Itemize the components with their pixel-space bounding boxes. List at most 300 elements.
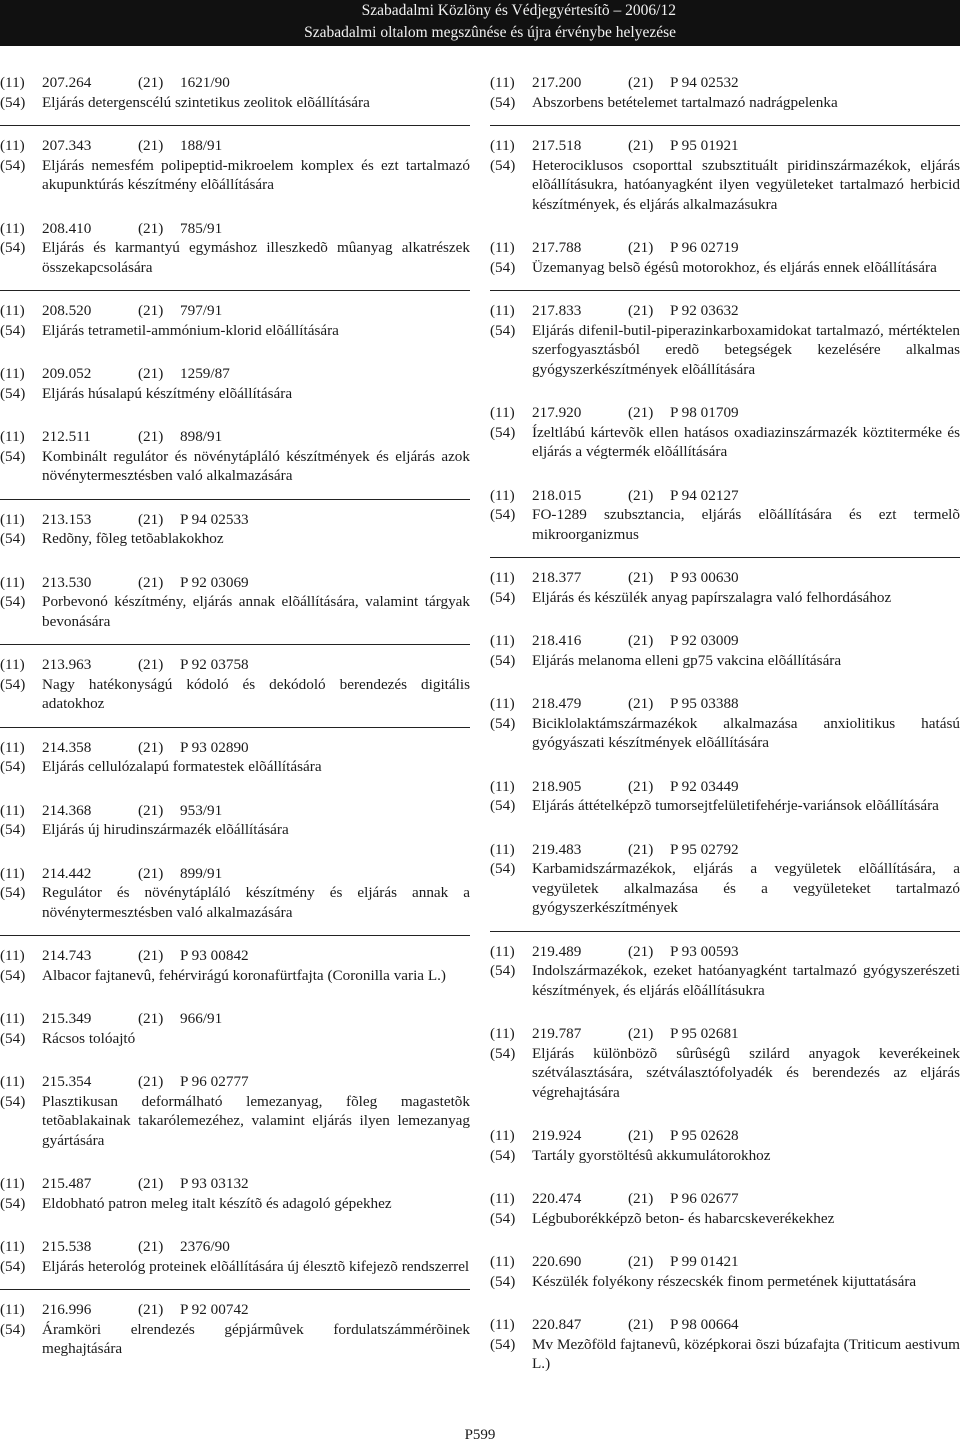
entry-header-row [490, 1189, 960, 1209]
patent-number: 214.368 [42, 801, 92, 819]
patent-number: 220.690 [532, 1253, 582, 1270]
patent-entry [0, 573, 470, 646]
application-number: P 94 02127 [670, 486, 739, 504]
patent-number: 219.483 [532, 840, 582, 858]
patent-number: 215.538 [42, 1238, 92, 1255]
patent-number: 213.153 [42, 510, 92, 528]
patent-number-code: (11) [490, 1190, 515, 1207]
entry-title-row [490, 1335, 960, 1374]
patent-number: 208.410 [42, 219, 92, 237]
patent-number-code: (11) [0, 302, 25, 319]
application-number: P 92 03449 [670, 777, 739, 795]
title-code: (54) [0, 966, 26, 984]
application-number-code: (21) [138, 573, 164, 591]
application-number-code: (21) [628, 1253, 654, 1270]
patent-number-code: (11) [0, 801, 25, 819]
patent-entry [0, 427, 470, 500]
application-number-code: (21) [628, 486, 654, 504]
patent-number-code: (11) [0, 573, 25, 591]
application-number: P 92 03069 [180, 573, 249, 591]
entry-title-row [490, 859, 960, 918]
patent-number: 217.200 [532, 74, 582, 91]
application-number: 966/91 [180, 1010, 223, 1027]
application-number: 797/91 [180, 302, 223, 319]
title-code: (54) [0, 821, 26, 838]
application-number: P 98 00664 [670, 1316, 739, 1333]
patent-number-code: (11) [490, 695, 515, 712]
patent-title: Heterociklusos csoporttal szubsztituált piridinszármazékok, eljárás elõállításukra, hatóanyagként ilyen vegyületeket tartalmazó herbicid készítmények, és eljárás alkalmazásukra [532, 156, 960, 213]
title-code: (54) [0, 593, 26, 610]
entry-title-row [490, 714, 960, 753]
application-number-code: (21) [628, 74, 654, 91]
patent-entry [490, 73, 960, 126]
patent-title: Légbuborékképzõ beton- és habarcskeverékekhez [532, 1209, 835, 1227]
application-number-code: (21) [138, 1175, 164, 1192]
patent-entry [490, 568, 960, 621]
entry-title-row [0, 156, 470, 195]
patent-number: 208.520 [42, 302, 92, 319]
patent-title: Eljárás difenil-butil-piperazinkarboxamidokat tartalmazó, mértéktelen szerfogyasztásból eredõ betegségek kezelésére alkalmas gyógyszerkészítmények elõállítására [532, 321, 960, 378]
entry-title-row [490, 423, 960, 462]
title-code: (54) [490, 1335, 516, 1353]
application-number: P 93 00593 [670, 942, 739, 960]
section-title: Szabadalmi oltalom megszûnése és újra érvénybe helyezése [304, 24, 676, 41]
entry-header-row [490, 1024, 960, 1044]
entry-header-row [490, 136, 960, 156]
patent-number-code: (11) [490, 1127, 515, 1144]
patent-entry [0, 73, 470, 126]
entry-header-row [490, 1315, 960, 1335]
patent-title: Abszorbens betételemet tartalmazó nadrágpelenka [532, 93, 838, 111]
patent-title: Eljárás nemesfém polipeptid-mikroelem komplex és ezt tartalmazó akupunktúrás készítmény elõállítására [42, 156, 470, 193]
patent-title: Biciklolaktámszármazékok alkalmazása anxiolitikus hatású gyógyászati készítmények elõállítására [532, 714, 960, 751]
application-number: P 94 02533 [180, 510, 249, 528]
right-column [490, 73, 960, 1398]
patent-number: 207.264 [42, 74, 92, 91]
entry-header-row [0, 1300, 470, 1320]
entry-header-row [0, 301, 470, 321]
patent-title: Eljárás heterológ proteinek elõállítására új élesztõ kifejezõ rendszerrel [42, 1257, 470, 1275]
entry-title-row [0, 757, 470, 777]
patent-entry [490, 486, 960, 559]
journal-title: Szabadalmi Közlöny és Védjegyértesítõ – 2006/12 [361, 2, 676, 19]
patent-number-code: (11) [490, 840, 515, 858]
patent-number-code: (11) [0, 656, 25, 673]
application-number-code: (21) [628, 632, 654, 649]
patent-entry [490, 1315, 960, 1388]
application-number-code: (21) [628, 840, 654, 858]
application-number: P 95 02681 [670, 1025, 739, 1042]
patent-entry [490, 403, 960, 476]
title-code: (54) [490, 423, 516, 441]
title-code: (54) [490, 156, 516, 174]
application-number: 898/91 [180, 428, 223, 445]
patent-number: 213.963 [42, 656, 92, 673]
title-code: (54) [0, 384, 26, 402]
title-code: (54) [490, 651, 516, 669]
patent-number: 218.905 [532, 777, 582, 795]
patent-entry [0, 1237, 470, 1290]
patent-entry [490, 301, 960, 393]
patent-entry [490, 1189, 960, 1242]
entry-title-row [490, 588, 960, 608]
patent-number: 216.996 [42, 1301, 92, 1318]
application-number-code: (21) [628, 137, 654, 154]
title-code: (54) [490, 588, 516, 606]
title-code: (54) [0, 1029, 26, 1047]
patent-title: Plasztikusan deformálható lemezanyag, fõleg magastetõk tetõablakainak takarólemezéhez, valamint eljárás ilyen lemezanyag gyártására [42, 1092, 470, 1149]
entry-header-row [0, 510, 470, 530]
patent-number-code: (11) [0, 1175, 25, 1192]
entry-header-row [490, 301, 960, 321]
title-code: (54) [490, 258, 516, 276]
title-code: (54) [490, 860, 516, 877]
patent-number-code: (11) [490, 1253, 515, 1270]
application-number: P 98 01709 [670, 404, 739, 421]
entry-header-row [490, 238, 960, 258]
patent-entry [0, 364, 470, 417]
patent-entry [0, 1009, 470, 1062]
entry-header-row [490, 73, 960, 93]
application-number: P 95 03388 [670, 695, 739, 712]
application-number-code: (21) [628, 239, 654, 256]
patent-entry [0, 1174, 470, 1227]
entry-header-row [0, 738, 470, 758]
patent-number-code: (11) [490, 1025, 515, 1042]
title-code: (54) [490, 506, 516, 523]
entry-header-row [0, 946, 470, 966]
title-code: (54) [0, 1257, 26, 1275]
patent-title: Indolszármazékok, ezeket hatóanyagként tartalmazó gyógyszerészeti készítmények, és eljárás elõállításukra [532, 962, 960, 999]
entry-header-row [0, 219, 470, 239]
title-code: (54) [0, 758, 26, 775]
patent-number-code: (11) [0, 219, 25, 237]
patent-number-code: (11) [490, 569, 515, 586]
entry-title-row [0, 447, 470, 486]
application-number-code: (21) [138, 74, 164, 91]
patent-title: Eldobható patron meleg italt készítõ és adagoló gépekhez [42, 1194, 392, 1212]
entry-header-row [490, 568, 960, 588]
entry-title-row [0, 1092, 470, 1151]
patent-number: 214.358 [42, 738, 92, 756]
entry-header-row [0, 864, 470, 884]
entry-title-row [490, 505, 960, 544]
title-code: (54) [0, 447, 26, 465]
patent-title: Eljárás húsalapú készítmény elõállítására [42, 384, 293, 402]
patent-number: 218.377 [532, 569, 582, 586]
application-number: P 96 02777 [180, 1073, 249, 1090]
patent-number: 220.474 [532, 1190, 582, 1207]
application-number-code: (21) [628, 569, 654, 586]
application-number: P 96 02719 [670, 239, 739, 256]
entry-title-row [0, 321, 470, 341]
entry-title-row [490, 321, 960, 380]
application-number: 1621/90 [180, 74, 230, 91]
patent-title: Áramköri elrendezés gépjármûvek fordulatszámmérõinek meghajtására [42, 1320, 470, 1357]
entry-header-row [490, 403, 960, 423]
patent-number: 219.489 [532, 942, 582, 960]
patent-entry [0, 1300, 470, 1373]
entry-header-row [0, 73, 470, 93]
entry-title-row [490, 156, 960, 215]
title-code: (54) [490, 93, 516, 111]
entry-title-row [0, 93, 470, 113]
entry-header-row [0, 1174, 470, 1194]
application-number-code: (21) [138, 656, 164, 673]
title-code: (54) [490, 1272, 516, 1290]
title-code: (54) [0, 675, 26, 693]
patent-number: 207.343 [42, 137, 92, 154]
entry-title-row [0, 883, 470, 922]
patent-title: Kombinált regulátor és növénytápláló készítmények és eljárás azok növénytermesztésben való alkalmazására [42, 447, 470, 484]
entry-title-row [0, 820, 470, 840]
patent-number-code: (11) [0, 1301, 25, 1318]
patent-entry [490, 238, 960, 291]
application-number: 188/91 [180, 137, 223, 154]
patent-entry [0, 136, 470, 209]
application-number: P 92 03758 [180, 656, 249, 673]
patent-number: 213.530 [42, 573, 92, 591]
patent-title: Rácsos tolóajtó [42, 1029, 136, 1047]
patent-number-code: (11) [0, 947, 25, 964]
entry-header-row [0, 364, 470, 384]
patent-number: 217.920 [532, 404, 582, 421]
patent-entry [490, 136, 960, 228]
title-code: (54) [490, 321, 516, 339]
patent-title: Karbamidszármazékok, eljárás a vegyületek elõállítására, a vegyületek alkalmazása és a vegyületeket tartalmazó gyógyszerkészítmények [532, 860, 960, 916]
application-number: P 92 03009 [670, 632, 739, 649]
entry-title-row [490, 1044, 960, 1103]
application-number-code: (21) [628, 404, 654, 421]
title-code: (54) [490, 1209, 516, 1227]
patent-entry [490, 777, 960, 830]
application-number-code: (21) [628, 942, 654, 960]
journal-header [0, 0, 960, 46]
patent-number-code: (11) [0, 1238, 25, 1255]
application-number: P 95 02792 [670, 840, 739, 858]
patent-number: 220.847 [532, 1316, 582, 1333]
patent-number: 218.015 [532, 486, 582, 504]
application-number: P 93 00842 [180, 947, 249, 964]
patent-number-code: (11) [490, 239, 515, 256]
application-number-code: (21) [628, 695, 654, 712]
application-number: 785/91 [180, 219, 223, 237]
entry-title-row [0, 1194, 470, 1214]
patent-entry [0, 864, 470, 937]
entry-header-row [490, 694, 960, 714]
patent-number: 209.052 [42, 365, 92, 382]
application-number-code: (21) [138, 1238, 164, 1255]
patent-entry [0, 738, 470, 791]
patent-number-code: (11) [490, 302, 515, 319]
title-code: (54) [0, 1320, 26, 1338]
entry-header-row [0, 1072, 470, 1092]
patent-title: Eljárás cellulózalapú formatestek elõállítására [42, 758, 322, 775]
patent-entry [490, 1252, 960, 1305]
application-number-code: (21) [138, 1073, 164, 1090]
entry-title-row [490, 93, 960, 113]
patent-number: 217.833 [532, 302, 582, 319]
patent-title: Ízeltlábú kártevõk ellen hatásos oxadiazinszármazék köztitermékе és eljárás a végtermék elõállítására [532, 423, 960, 460]
application-number-code: (21) [628, 1190, 654, 1207]
title-code: (54) [0, 156, 26, 174]
patent-title: Eljárás új hirudinszármazék elõállítására [42, 821, 289, 838]
patent-number-code: (11) [0, 864, 25, 882]
patent-title: Készülék folyékony részecskék finom permetének kijuttatására [532, 1272, 917, 1290]
entry-title-row [0, 384, 470, 404]
entry-title-row [0, 592, 470, 631]
patent-title: Redõny, fõleg tetõablakokhoz [42, 530, 224, 547]
entry-title-row [490, 961, 960, 1000]
application-number: P 92 00742 [180, 1301, 249, 1318]
patent-number-code: (11) [490, 486, 515, 504]
title-code: (54) [490, 797, 516, 814]
application-number: P 96 02677 [670, 1190, 739, 1207]
patent-title: Nagy hatékonyságú kódoló és dekódoló berendezés digitális adatokhoz [42, 675, 470, 712]
title-code: (54) [0, 239, 26, 256]
title-code: (54) [0, 530, 26, 547]
title-code: (54) [490, 1146, 516, 1164]
patent-number-code: (11) [490, 1316, 515, 1333]
application-number-code: (21) [138, 1010, 164, 1027]
application-number: 2376/90 [180, 1238, 230, 1255]
patent-number-code: (11) [0, 1073, 25, 1090]
application-number-code: (21) [138, 738, 164, 756]
entry-title-row [0, 1029, 470, 1049]
patent-title: Eljárás áttételképzõ tumorsejtfelületifehérje-variánsok elõállítására [532, 797, 939, 814]
entry-header-row [490, 631, 960, 651]
application-number: P 95 02628 [670, 1127, 739, 1144]
entry-title-row [0, 1320, 470, 1359]
patent-number-code: (11) [0, 1010, 25, 1027]
patent-entry [490, 942, 960, 1015]
patent-title: FO-1289 szubsztancia, eljárás elõállítására és ezt termelõ mikroorganizmus [532, 506, 960, 543]
application-number-code: (21) [138, 510, 164, 528]
entry-header-row [0, 1237, 470, 1257]
left-column [0, 73, 470, 1383]
entry-title-row [490, 651, 960, 671]
patent-entry [0, 1072, 470, 1164]
entry-title-row [490, 1209, 960, 1229]
patent-number: 215.354 [42, 1073, 92, 1090]
application-number-code: (21) [628, 777, 654, 795]
patent-title: Eljárás különbözõ sûrûségû szilárd anyagok keverékeinek szétválasztására, szétválasztófolyadék és berendezés az eljárás végrehajtására [532, 1044, 960, 1101]
patent-number: 217.518 [532, 137, 582, 154]
entry-header-row [490, 840, 960, 860]
patent-number-code: (11) [0, 365, 25, 382]
patent-number: 219.787 [532, 1025, 582, 1042]
patent-title: Eljárás melanoma elleni gp75 vakcina elõállítására [532, 651, 842, 669]
patent-entry [0, 219, 470, 292]
patent-number-code: (11) [0, 428, 25, 445]
entry-header-row [490, 942, 960, 962]
application-number: P 94 02532 [670, 74, 739, 91]
application-number-code: (21) [628, 1025, 654, 1042]
patent-entry [490, 694, 960, 767]
entry-header-row [0, 1009, 470, 1029]
title-code: (54) [490, 962, 516, 979]
entry-title-row [0, 1257, 470, 1277]
patent-number-code: (11) [490, 777, 515, 795]
patent-title: Porbevonó készítmény, eljárás annak elõállítására, valamint tárgyak bevonására [42, 593, 470, 630]
application-number: P 93 02890 [180, 738, 249, 756]
entry-title-row [490, 258, 960, 278]
application-number-code: (21) [138, 219, 164, 237]
patent-title: Eljárás és készülék anyag papírszalagra való felhordásához [532, 588, 892, 606]
entry-header-row [490, 777, 960, 797]
application-number-code: (21) [138, 947, 164, 964]
patent-number-code: (11) [0, 510, 25, 528]
application-number-code: (21) [138, 801, 164, 819]
patent-number: 212.511 [42, 428, 91, 445]
entry-title-row [0, 966, 470, 986]
patent-title: Albacor fajtanevû, fehérvirágú koronafürtfajta (Coronilla varia L.) [42, 966, 446, 984]
patent-title: Eljárás detergenscélú szintetikus zeolitok elõállítására [42, 93, 370, 111]
patent-entry [0, 946, 470, 999]
patent-entry [490, 631, 960, 684]
patent-entry [0, 655, 470, 728]
patent-number-code: (11) [490, 942, 515, 960]
application-number-code: (21) [628, 1316, 654, 1333]
patent-number-code: (11) [490, 404, 515, 421]
patent-number: 218.416 [532, 632, 582, 649]
application-number: P 93 00630 [670, 569, 739, 586]
page-number: P599 [464, 1427, 496, 1443]
patent-title: Eljárás tetrametil-ammónium-klorid elõállítására [42, 321, 339, 339]
application-number: P 95 01921 [670, 137, 739, 154]
entry-title-row [0, 675, 470, 714]
patent-entry [0, 510, 470, 563]
patent-title: Tartály gyorstöltésû akkumulátorokhoz [532, 1146, 771, 1164]
application-number: P 92 03632 [670, 302, 739, 319]
application-number: P 99 01421 [670, 1253, 739, 1270]
patent-entry [0, 801, 470, 854]
entry-title-row [0, 238, 470, 277]
patent-entry [490, 1126, 960, 1179]
entry-header-row [0, 136, 470, 156]
title-code: (54) [490, 1044, 516, 1062]
application-number-code: (21) [138, 1301, 164, 1318]
entry-header-row [0, 655, 470, 675]
application-number-code: (21) [138, 428, 164, 445]
patent-entry [490, 840, 960, 932]
application-number: P 93 03132 [180, 1175, 249, 1192]
patent-number-code: (11) [0, 74, 25, 91]
patent-number: 215.349 [42, 1010, 92, 1027]
entry-header-row [0, 573, 470, 593]
patent-title: Üzemanyag belsõ égésû motorokhoz, és eljárás ennek elõállítására [532, 258, 937, 276]
application-number-code: (21) [138, 137, 164, 154]
application-number-code: (21) [138, 864, 164, 882]
patent-title: Mv Mezõföld fajtanevû, középkorai õszi búzafajta (Triticum aestivum L.) [532, 1335, 960, 1372]
application-number: 953/91 [180, 801, 223, 819]
patent-number-code: (11) [0, 738, 25, 756]
patent-number-code: (11) [490, 137, 515, 154]
entry-header-row [490, 486, 960, 506]
entry-header-row [490, 1126, 960, 1146]
patent-number-code: (11) [490, 632, 515, 649]
application-number: 1259/87 [180, 365, 230, 382]
title-code: (54) [0, 93, 26, 111]
entry-header-row [0, 427, 470, 447]
entry-header-row [490, 1252, 960, 1272]
title-code: (54) [0, 321, 26, 339]
entry-title-row [490, 1146, 960, 1166]
patent-number: 215.487 [42, 1175, 92, 1192]
patent-entry [0, 301, 470, 354]
title-code: (54) [0, 1092, 26, 1110]
patent-number: 217.788 [532, 239, 582, 256]
